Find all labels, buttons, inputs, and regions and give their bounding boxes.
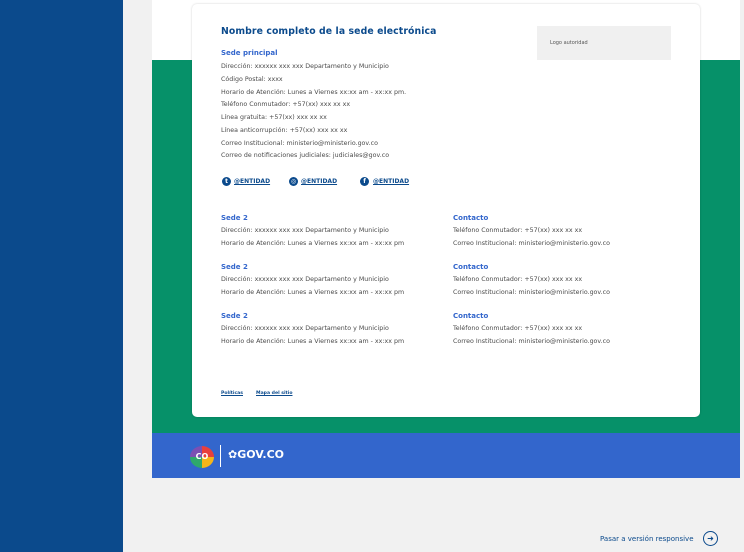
entity-footer-card [192,4,700,417]
branch-contact-heading: Contacto [453,263,489,271]
branch-heading: Sede 2 [221,263,248,271]
authority-logo-placeholder [537,26,671,60]
instagram-icon: ◎ [290,178,297,185]
main-office-free-line: Línea gratuita: +57(xx) xxx xx xx [221,114,327,121]
branch-heading: Sede 2 [221,214,248,222]
page-frame [152,0,740,478]
branch-email: Correo Institucional: ministerio@ministerio.gov.co [453,338,610,345]
govco-logo[interactable] [228,448,284,461]
govco-mark-icon: ✿ [228,448,238,461]
social-link-facebook[interactable]: @ENTIDAD [373,178,410,185]
branch-heading: Sede 2 [221,312,248,320]
main-office-phone: Teléfono Conmutador: +57(xx) xxx xx xx [221,101,351,108]
branch-hours: Horario de Atención: Lunes a Viernes xx:xx am - xx:xx pm [221,289,405,296]
branch-hours: Horario de Atención: Lunes a Viernes xx:xx am - xx:xx pm [221,338,405,345]
policies-link[interactable]: Políticas [221,391,243,396]
responsive-version-link[interactable]: Pasar a versión responsive [600,535,694,543]
main-office-email: Correo Institucional: ministerio@ministerio.gov.co [221,140,378,147]
left-sidebar-band [0,0,123,552]
govco-label: GOV.CO [237,448,285,461]
branch-contact-heading: Contacto [453,312,489,320]
twitter-icon: t [222,177,231,186]
main-office-postal: Código Postal: xxxx [221,76,283,83]
branch-email: Correo Institucional: ministerio@ministerio.gov.co [453,289,610,296]
branch-contact-heading: Contacto [453,214,489,222]
social-link-twitter[interactable]: @ENTIDAD [234,178,271,185]
branch-phone: Teléfono Conmutador: +57(xx) xxx xx xx [453,276,583,283]
entity-title: Nombre completo de la sede electrónica [221,26,437,37]
main-office-hours: Horario de Atención: Lunes a Viernes xx:xx am - xx:xx pm. [221,89,407,96]
branch-hours: Horario de Atención: Lunes a Viernes xx:xx am - xx:xx pm [221,240,405,247]
colombia-co-logo: CO [190,446,214,468]
gov-co-bar [152,433,740,478]
main-office-heading: Sede principal [221,49,278,57]
main-office-address: Dirección: xxxxxx xxx xxx Departamento y Municipio [221,63,389,70]
main-office-judicial-email: Correo de notificaciones judiciales: judiciales@gov.co [221,152,390,159]
branch-email: Correo Institucional: ministerio@ministerio.gov.co [453,240,610,247]
arrow-right-circle-icon[interactable]: ➜ [703,531,718,546]
branch-address: Dirección: xxxxxx xxx xxx Departamento y Municipio [221,325,389,332]
branch-phone: Teléfono Conmutador: +57(xx) xxx xx xx [453,227,583,234]
authority-logo-label: Logo autoridad [550,40,588,46]
facebook-icon: f [360,177,369,186]
branch-address: Dirección: xxxxxx xxx xxx Departamento y Municipio [221,227,389,234]
main-office-anticorruption-line: Línea anticorrupción: +57(xx) xxx xx xx [221,127,348,134]
social-link-instagram[interactable]: @ENTIDAD [301,178,338,185]
branch-address: Dirección: xxxxxx xxx xxx Departamento y Municipio [221,276,389,283]
sitemap-link[interactable]: Mapa del sitio [256,391,293,396]
gov-bar-divider [220,445,221,467]
branch-phone: Teléfono Conmutador: +57(xx) xxx xx xx [453,325,583,332]
